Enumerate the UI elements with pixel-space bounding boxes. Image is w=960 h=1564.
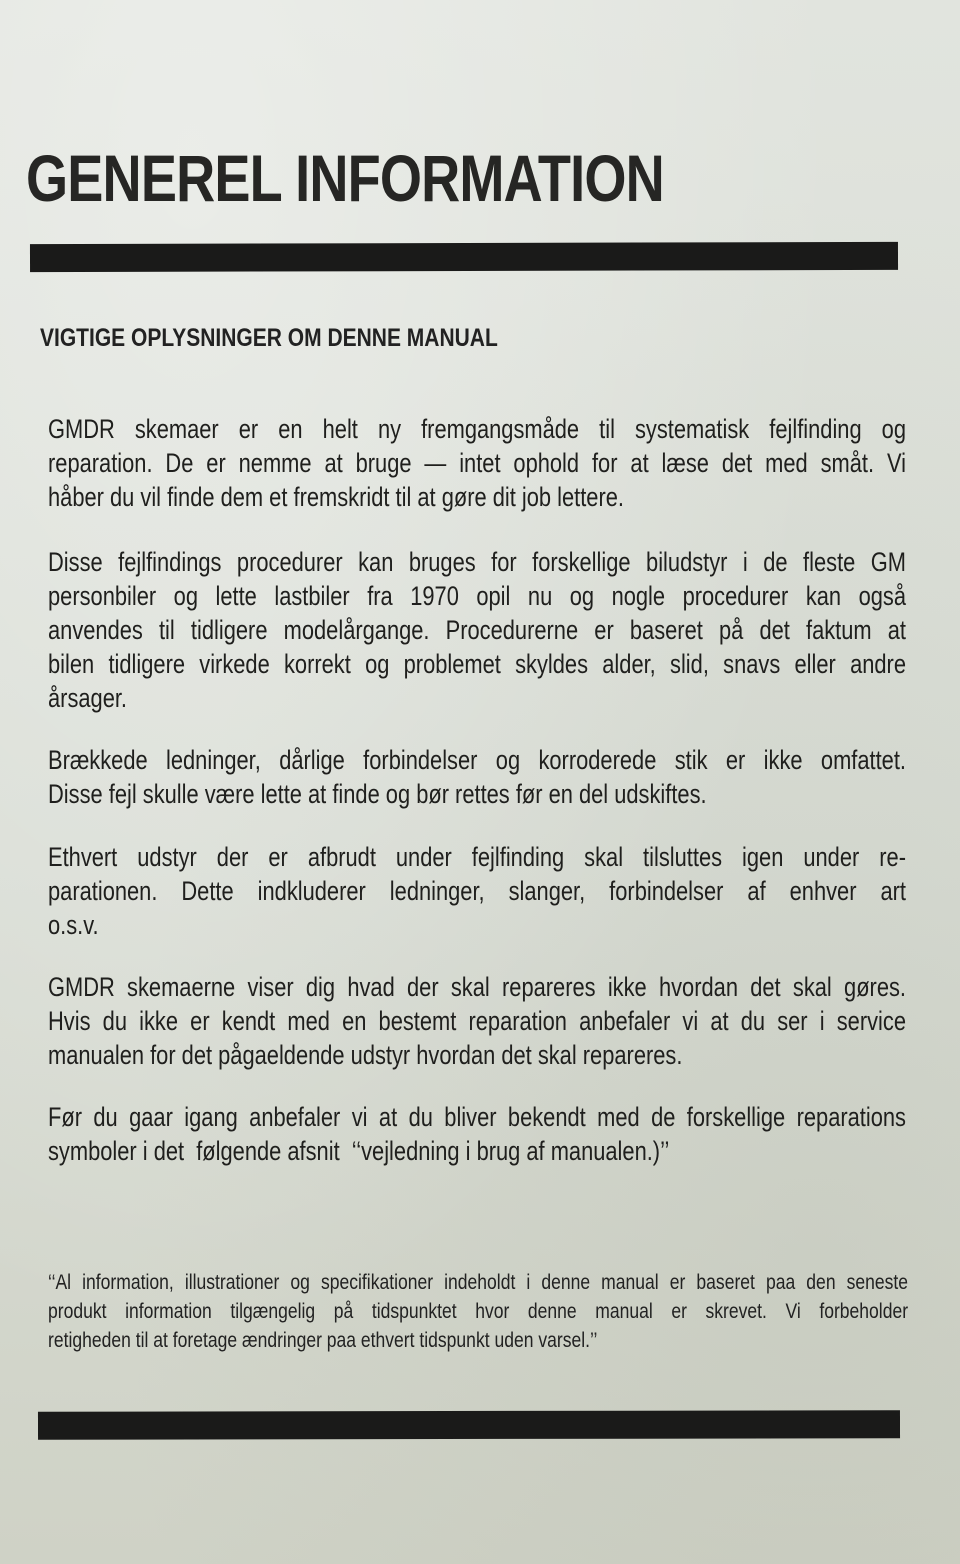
- text-line: symboler i det følgende afsnit ‘‘vejledning i brug af manualen.)’’: [48, 1136, 670, 1166]
- bottom-divider-bar: [38, 1410, 900, 1440]
- text-line: produkt information tilgængelig på tidspunktet hvor denne manual er skrevet. Vi forbeholder: [48, 1300, 909, 1323]
- paragraph-what-not-how: [48, 970, 906, 1072]
- text-line: Disse fejl skulle være lette at finde og bør rettes før en del udskiftes.: [48, 779, 707, 809]
- text-line: ‘‘Al information, illustrationer og specifikationer indeholdt i denne manual er baseret paa den seneste: [48, 1271, 909, 1294]
- page-title: GENEREL INFORMATION: [26, 141, 664, 215]
- text-line: Hvis du ikke er kendt med en bestemt reparation anbefaler vi at du ser i service: [48, 1006, 906, 1036]
- text-line: bilen tidligere virkede korrekt og problemet skyldes alder, slid, snavs eller andre: [48, 649, 906, 679]
- text-line: årsager.: [48, 683, 128, 713]
- text-line: Før du gaar igang anbefaler vi at du bliver bekendt med de forskellige reparations: [48, 1102, 906, 1132]
- text-line: Disse fejlfindings procedurer kan bruges for forskellige biludstyr i de fleste GM: [48, 547, 906, 577]
- paragraph-reconnect: [48, 840, 906, 942]
- text-line: håber du vil finde dem et fremskridt til at gøre dit job lettere.: [48, 482, 624, 512]
- text-line: anvendes til tidligere modelårgange. Procedurerne er baseret på det faktum at: [48, 615, 906, 645]
- paragraph-exclusions: [48, 743, 906, 811]
- text-line: reparation. De er nemme at bruge — intet ophold for at læse det med småt. Vi: [48, 448, 906, 478]
- text-line: Brækkede ledninger, dårlige forbindelser og korroderede stik er ikke omfattet.: [48, 745, 906, 775]
- text-line: personbiler og lette lastbiler fra 1970 opil nu og nogle procedurer kan også: [48, 581, 906, 611]
- text-line: o.s.v.: [48, 910, 99, 940]
- text-line: manualen for det pågaeldende udstyr hvordan det skal repareres.: [48, 1040, 683, 1070]
- text-line: GMDR skemaerne viser dig hvad der skal repareres ikke hvordan det skal gøres.: [48, 972, 906, 1002]
- paragraph-intro: [48, 412, 906, 514]
- text-line: retigheden til at foretage ændringer paa ethvert tidspunkt uden varsel.’’: [48, 1329, 598, 1352]
- text-line: Ethvert udstyr der er afbrudt under fejlfinding skal tilsluttes igen under re-: [48, 842, 906, 872]
- text-line: GMDR skemaer er en helt ny fremgangsmåde til systematisk fejlfinding og: [48, 414, 906, 444]
- paragraph-before-starting: [48, 1100, 906, 1168]
- section-subtitle: VIGTIGE OPLYSNINGER OM DENNE MANUAL: [40, 324, 498, 352]
- top-divider-bar: [30, 242, 898, 272]
- text-line: parationen. Dette indkluderer ledninger, slanger, forbindelser af enhver art: [48, 876, 906, 906]
- paragraph-scope: [48, 545, 906, 715]
- disclaimer-note: [48, 1268, 908, 1355]
